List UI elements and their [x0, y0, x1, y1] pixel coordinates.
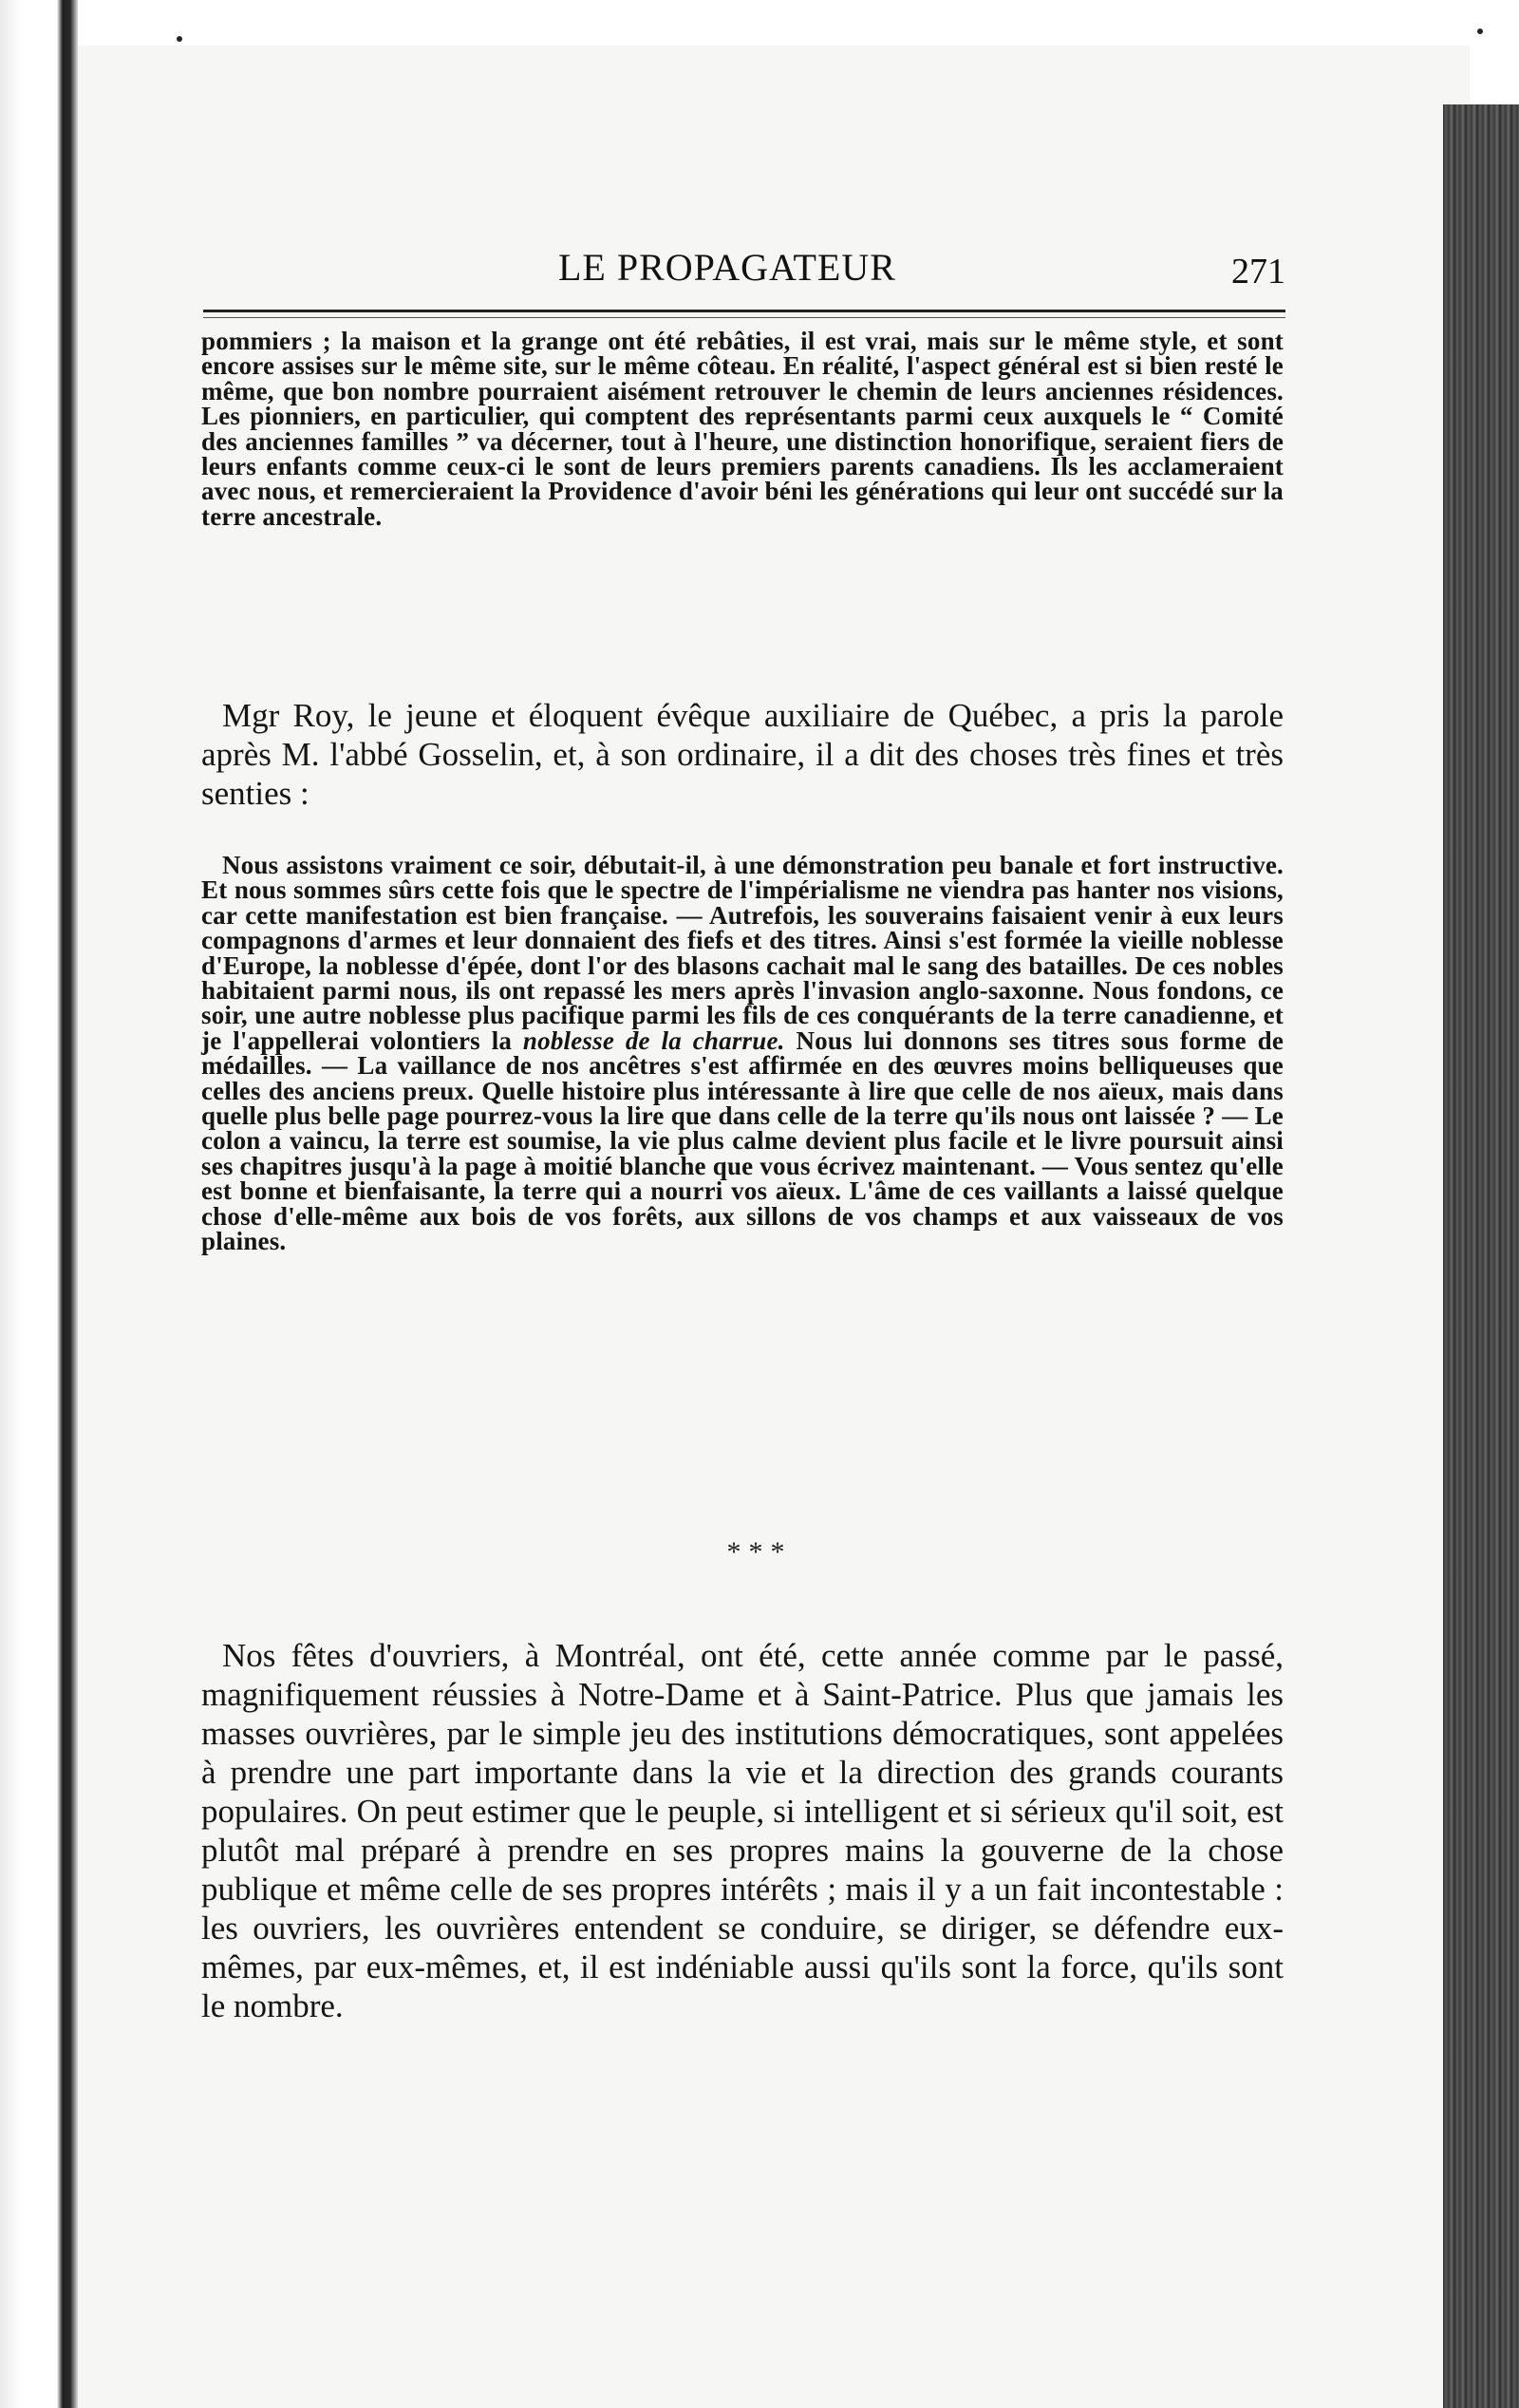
scan-speck	[177, 36, 182, 42]
page-number: 271	[1231, 252, 1285, 292]
right-page-edges	[1443, 104, 1519, 2408]
quotation-text-before: Nous assistons vraiment ce soir, débutait-il, à une démonstration peu banale et fort instructive. Et nous sommes sûrs cette fois que le spectre de l'impérialisme ne viendra pas hanter nos visions, car cette manifestation est bien française. — Autrefois, les souverains faisaient venir à eux leurs compagnons d'armes et leur donnaient des fiefs et des titres. Ainsi s'est formée la vieille noblesse d'Europe, la noblesse d'épée, dont l'or des blasons cachait mal le sang des batailles. De ces nobles habitaient parmi nous, ils ont repassé les mers après l'invasion anglo-saxonne. Nous fondons, ce soir, une autre noblesse plus pacifique parmi les fils de ces conquérants de la terre canadienne, et je l'appellerai volontiers la	[201, 851, 1284, 1055]
paragraph-fetes-ouvriers	[201, 1636, 1284, 2025]
header-rule-thin	[203, 317, 1285, 318]
scan-speck	[1477, 28, 1483, 34]
left-page-edge	[0, 0, 78, 2408]
quotation-italic-phrase: noblesse de la charrue.	[522, 1025, 785, 1055]
quotation-speech	[201, 853, 1284, 1254]
header-rule	[203, 310, 1285, 312]
paragraph-mgr-roy	[201, 696, 1284, 813]
section-separator-asterisks: ***	[726, 1536, 793, 1568]
quotation-text-after: Nous lui donnons ses titres sous forme de médailles. — La vaillance de nos ancêtres s'est affirmée en des œuvres moins belliqueuses que celles des anciens preux. Quelle histoire plus intéressante à lire que celle de nos aïeux, mais dans quelle plus belle page pourrez-vous la lire que dans celle de la terre qu'ils nous ont laissée ? — Le colon a vaincu, la terre est soumise, la vie plus calme devient plus facile et le livre poursuit ainsi ses chapitres jusqu'à la page à moitié blanche que vous écrivez maintenant. — Vous sentez qu'elle est bonne et bienfaisante, la terre qui a nourri vos aïeux. L'âme de ces vaillants a laissé quelque chose d'elle-même aux bois de vos forêts, aux sillons de vos champs et aux vaisseaux de vos plaines.	[201, 1025, 1285, 1256]
paragraph-fetes-ouvriers-text: Nos fêtes d'ouvriers, à Montréal, ont été, cette année comme par le passé, magnifiquement réussies à Notre-Dame et à Saint-Patrice. Plus que jamais les masses ouvrières, par le simple jeu des institutions démocratiques, sont appelées à prendre une part importante dans la vie et la direction des grands courants populaires. On peut estimer que le peuple, si intelligent et si sérieux qu'il soit, est plutôt mal préparé à prendre en ses propres mains la gouverne de la chose publique et même celle de ses propres intérêts ; mais il y a un fait incontestable : les ouvriers, les ouvrières entendent se conduire, se diriger, se défendre eux-mêmes, par eux-mêmes, et, il est indéniable aussi qu'ils sont la force, qu'ils sont le nombre.	[201, 1637, 1284, 2024]
paragraph-continuation: pommiers ; la maison et la grange ont été rebâties, il est vrai, mais sur le même style, et sont encore assises sur le même site, sur le même côteau. En réalité, l'aspect général est si bien resté le même, que bon nombre pourraient aisément retrouver le chemin de leurs anciennes résidences. Les pionniers, en particulier, qui comptent des représentants parmi ceux auxquels le “ Comité des anciennes familles ” va décerner, tout à l'heure, une distinction honorifique, seraient fiers de leurs enfants comme ceux-ci le sont de leurs premiers parents canadiens. Ils les acclameraient avec nous, et remercieraient la Providence d'avoir béni les générations qui leur ont succédé sur la terre ancestrale.	[201, 327, 1284, 531]
running-header	[199, 245, 1285, 302]
running-title: LE PROPAGATEUR	[558, 246, 896, 289]
paragraph-mgr-roy-text: Mgr Roy, le jeune et éloquent évêque auxiliaire de Québec, a pris la parole après M. l'abbé Gosselin, et, à son ordinaire, il a dit des choses très fines et très senties :	[201, 697, 1284, 812]
